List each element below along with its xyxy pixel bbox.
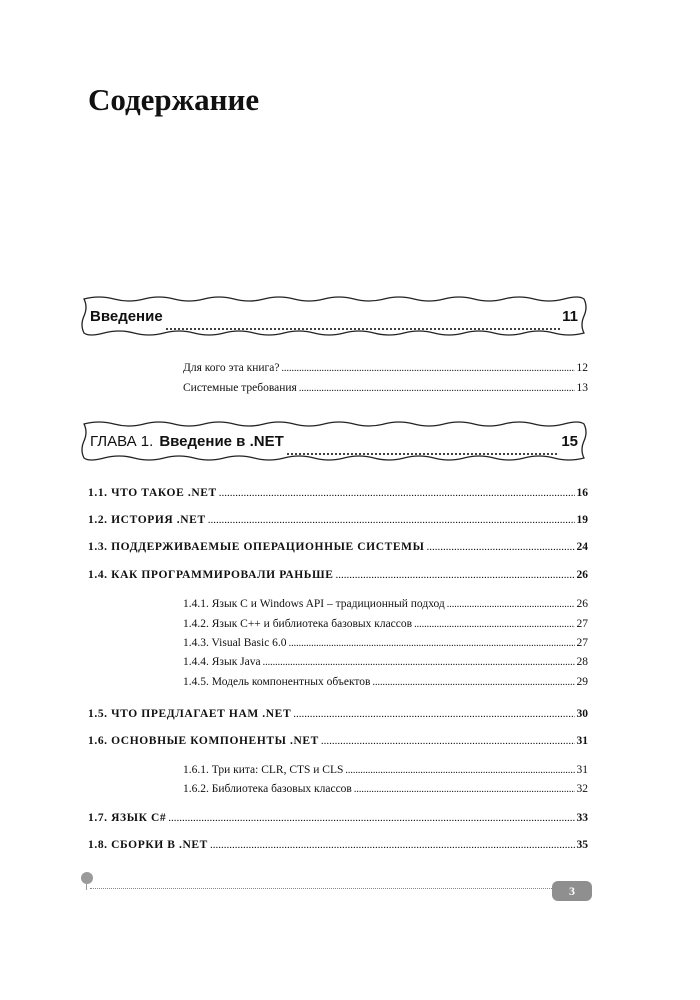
entry-label: 1.4.3. Visual Basic 6.0: [183, 637, 287, 649]
toc-entry-1-4-4[interactable]: [183, 656, 588, 668]
entry-page: 26: [576, 569, 588, 581]
dot-leader: [299, 383, 575, 394]
entry-page: 32: [576, 783, 588, 795]
entry-page: 28: [576, 656, 588, 668]
entry-label: 1.7. ЯЗЫК C#: [88, 812, 167, 824]
dot-leader: [263, 657, 575, 668]
entry-page: 16: [576, 487, 588, 499]
toc-entry-1-6-2[interactable]: [183, 783, 588, 795]
dot-leader: [336, 569, 575, 581]
toc-entry-intro-1[interactable]: [183, 362, 588, 374]
entry-label: 1.4.5. Модель компонентных объектов: [183, 676, 371, 688]
dot-leader: [168, 812, 574, 824]
entry-label: 1.5. ЧТО ПРЕДЛАГАЕТ НАМ .NET: [88, 708, 292, 720]
dot-leader: [210, 839, 575, 851]
toc-entry-1-4[interactable]: [88, 569, 588, 581]
toc-entry-1-6[interactable]: [88, 735, 588, 747]
dot-leader: [165, 313, 560, 333]
dot-leader: [321, 735, 575, 747]
entry-label: 1.4.1. Язык C и Windows API – традиционный подход: [183, 598, 445, 610]
entry-page: 26: [576, 598, 588, 610]
entry-label: 1.4. КАК ПРОГРАММИРОВАЛИ РАНЬШЕ: [88, 569, 334, 581]
entry-page: 33: [576, 812, 588, 824]
dot-leader: [354, 784, 575, 795]
toc-entry-1-3[interactable]: [88, 541, 588, 553]
toc-entry-intro[interactable]: [90, 295, 578, 337]
entry-label: 1.4.4. Язык Java: [183, 656, 261, 668]
entry-label: Для кого эта книга?: [183, 362, 280, 374]
chapter-prefix: ГЛАВА 1.: [90, 432, 154, 450]
dot-leader: [414, 619, 574, 630]
toc-entry-1-4-1[interactable]: [183, 598, 588, 610]
dot-leader: [427, 541, 575, 553]
page-title: Содержание: [88, 82, 260, 117]
toc-entry-1-4-2[interactable]: [183, 618, 588, 630]
footer-dotted-rule: [90, 888, 560, 889]
toc-entry-1-8[interactable]: [88, 839, 588, 851]
entry-label: 1.6.2. Библиотека базовых классов: [183, 783, 352, 795]
chapter-label: Введение в .NET: [159, 432, 284, 450]
chapter-frame: [78, 420, 590, 462]
intro-page: 11: [562, 307, 578, 325]
dot-leader: [447, 599, 575, 610]
entry-label: 1.3. ПОДДЕРЖИВАЕМЫЕ ОПЕРАЦИОННЫЕ СИСТЕМЫ: [88, 541, 425, 553]
intro-frame: [78, 295, 590, 337]
dot-leader: [286, 438, 560, 458]
toc-entry-1-4-5[interactable]: [183, 676, 588, 688]
toc-entry-1-6-1[interactable]: [183, 764, 588, 776]
toc-entry-1-2[interactable]: [88, 514, 588, 526]
dot-leader: [219, 487, 575, 499]
entry-page: 31: [576, 735, 588, 747]
chapter-page: 15: [561, 432, 578, 450]
toc-entry-intro-2[interactable]: [183, 382, 588, 394]
dot-leader: [208, 514, 575, 526]
toc-entry-1-4-3[interactable]: [183, 637, 588, 649]
dot-leader: [372, 677, 574, 688]
entry-page: 35: [576, 839, 588, 851]
entry-page: 30: [576, 708, 588, 720]
entry-label: 1.4.2. Язык C++ и библиотека базовых классов: [183, 618, 413, 630]
toc-entry-chapter-1[interactable]: [90, 420, 578, 462]
entry-page: 31: [576, 764, 588, 776]
entry-label: 1.6.1. Три кита: CLR, CTS и CLS: [183, 764, 344, 776]
entry-page: 29: [576, 676, 588, 688]
intro-label: Введение: [90, 307, 163, 325]
entry-label: Системные требования: [183, 382, 297, 394]
entry-page: 12: [576, 362, 588, 374]
entry-page: 27: [576, 618, 588, 630]
dot-leader: [289, 638, 575, 649]
toc-entry-1-7[interactable]: [88, 812, 588, 824]
page-number-badge: 3: [552, 881, 592, 901]
entry-label: 1.2. ИСТОРИЯ .NET: [88, 514, 206, 526]
toc-entry-1-5[interactable]: [88, 708, 588, 720]
footer-bullet-icon: [81, 872, 93, 884]
dot-leader: [345, 765, 574, 776]
footer-tick: [86, 884, 87, 890]
dot-leader: [293, 708, 574, 720]
entry-label: 1.1. ЧТО ТАКОЕ .NET: [88, 487, 217, 499]
dot-leader: [281, 363, 574, 374]
entry-page: 24: [576, 541, 588, 553]
entry-label: 1.8. СБОРКИ В .NET: [88, 839, 208, 851]
toc-entry-1-1[interactable]: [88, 487, 588, 499]
entry-page: 19: [576, 514, 588, 526]
entry-label: 1.6. ОСНОВНЫЕ КОМПОНЕНТЫ .NET: [88, 735, 319, 747]
entry-page: 13: [576, 382, 588, 394]
entry-page: 27: [576, 637, 588, 649]
